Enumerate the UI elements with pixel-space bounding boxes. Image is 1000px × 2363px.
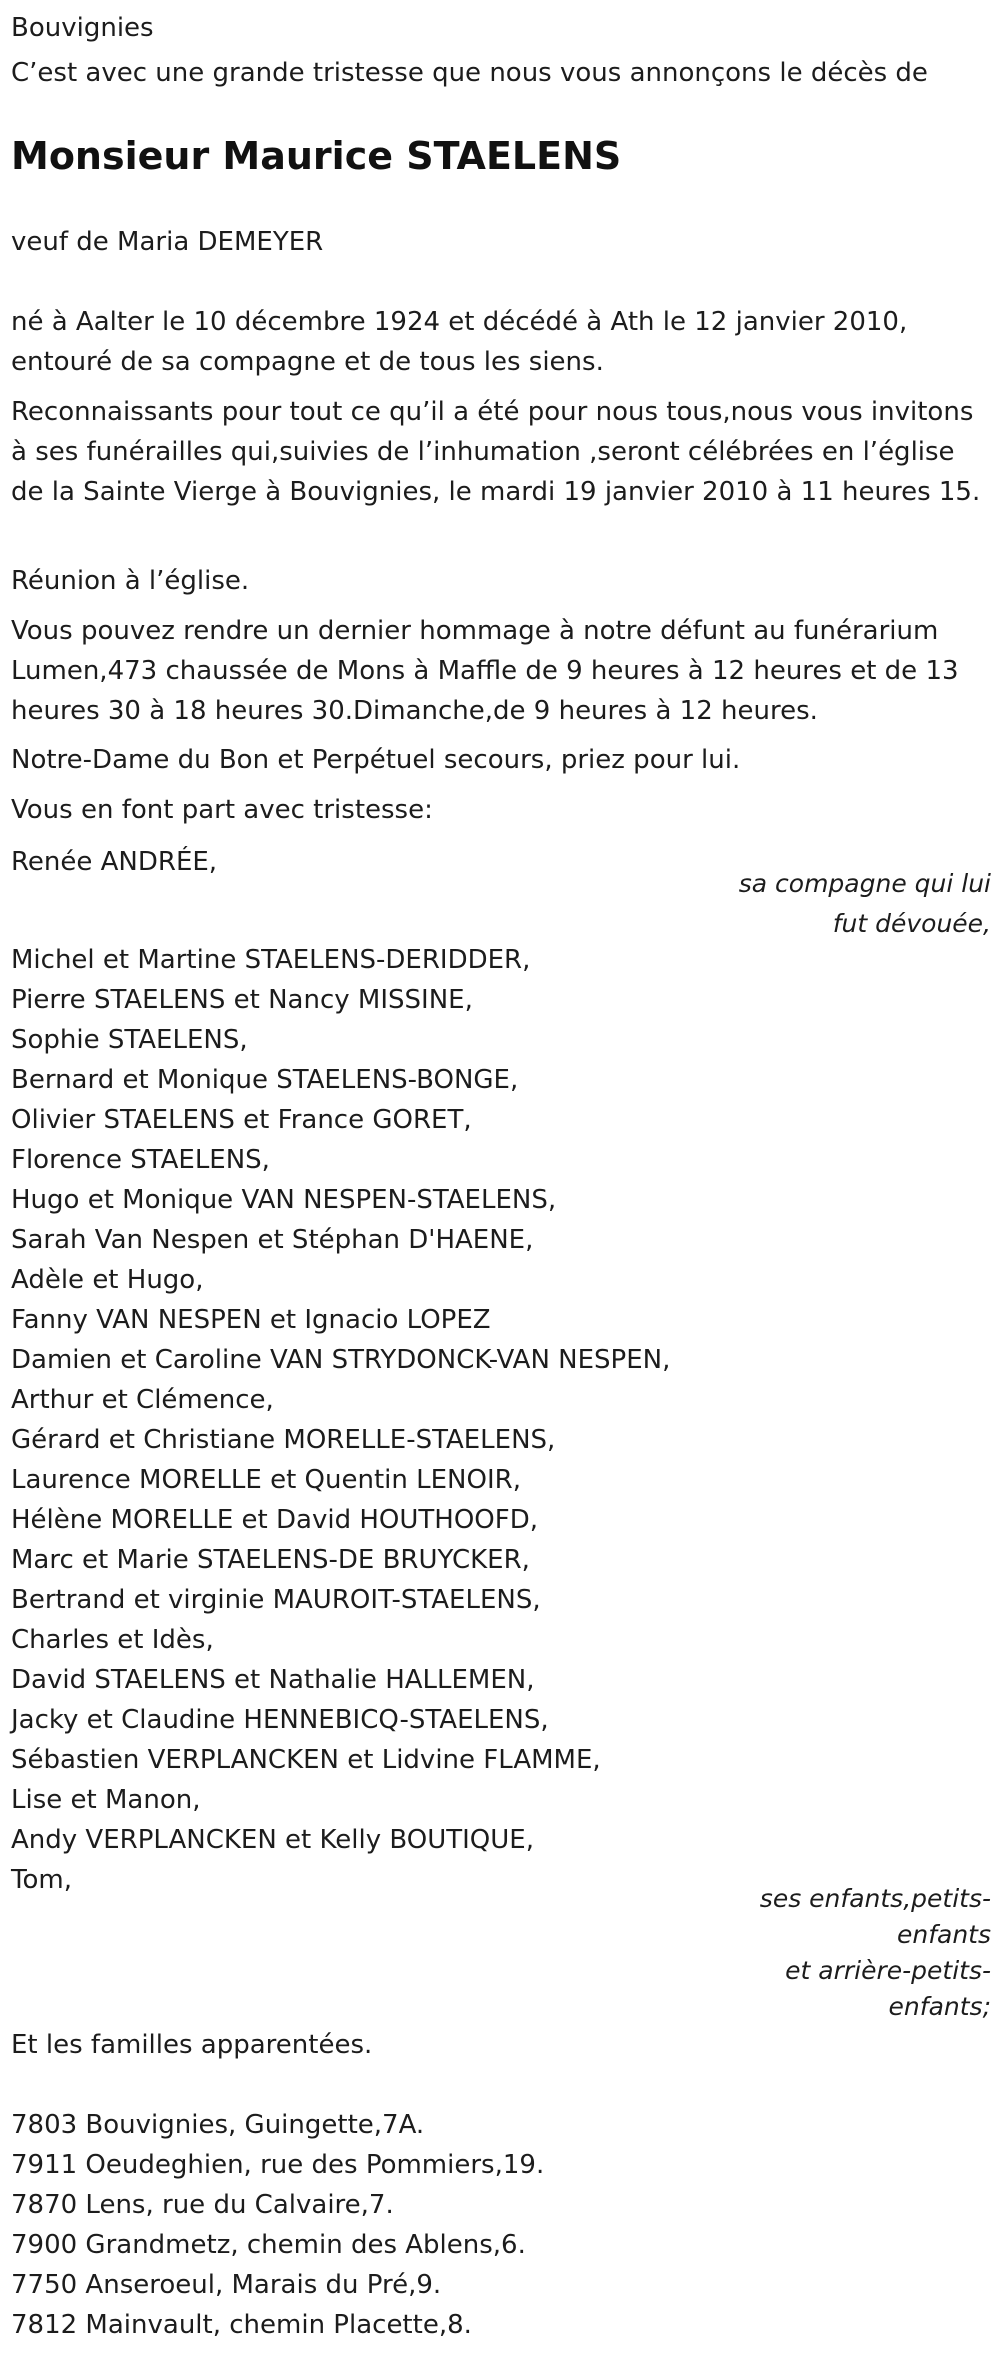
- announcement-intro: C’est avec une grande tristesse que nous vous annonçons le décès de: [11, 58, 928, 88]
- birth-death-paragraph: né à Aalter le 10 décembre 1924 et décédé à Ath le 12 janvier 2010, entouré de sa compagne et de tous les siens.: [11, 307, 908, 377]
- family-member: Gérard et Christiane MORELLE-STAELENS,: [11, 1425, 556, 1455]
- partner-name: Renée ANDRÉE,: [11, 847, 218, 877]
- family-member: Sébastien VERPLANCKEN et Lidvine FLAMME,: [11, 1745, 601, 1775]
- prayer-paragraph: Notre-Dame du Bon et Perpétuel secours, priez pour lui.: [11, 745, 741, 775]
- partner-role: [671, 864, 991, 944]
- family-member: Fanny VAN NESPEN et Ignacio LOPEZ: [11, 1305, 491, 1335]
- family-member: Sophie STAELENS,: [11, 1025, 248, 1055]
- address-line: 7750 Anseroeul, Marais du Pré,9.: [11, 2270, 442, 2300]
- family-member: Marc et Marie STAELENS-DE BRUYCKER,: [11, 1545, 530, 1575]
- address-line: 7870 Lens, rue du Calvaire,7.: [11, 2190, 394, 2220]
- family-member: Laurence MORELLE et Quentin LENOIR,: [11, 1465, 521, 1495]
- children-role: [731, 1881, 991, 2025]
- location-header: Bouvignies: [11, 13, 154, 43]
- widower-of: veuf de Maria DEMEYER: [11, 227, 324, 257]
- family-member: Lise et Manon,: [11, 1785, 201, 1815]
- family-member: Adèle et Hugo,: [11, 1265, 204, 1295]
- children-role-line: enfants: [896, 1920, 991, 1949]
- family-member: Sarah Van Nespen et Stéphan D'HAENE,: [11, 1225, 534, 1255]
- family-member: Andy VERPLANCKEN et Kelly BOUTIQUE,: [11, 1825, 534, 1855]
- family-member: Damien et Caroline VAN STRYDONCK-VAN NESPEN,: [11, 1345, 671, 1375]
- family-list: [11, 940, 670, 1900]
- family-member: Olivier STAELENS et France GORET,: [11, 1105, 472, 1135]
- family-member: Arthur et Clémence,: [11, 1385, 274, 1415]
- partner-role-line: sa compagne qui lui: [738, 869, 991, 898]
- family-member: Florence STAELENS,: [11, 1145, 270, 1175]
- deceased-name: Monsieur Maurice STAELENS: [11, 134, 622, 178]
- meeting-paragraph: Réunion à l’église.: [11, 566, 250, 596]
- funeral-paragraph: Reconnaissants pour tout ce qu’il a été pour nous tous,nous vous invitons à ses funérailles qui,suivies de l’inhumation ,seront célébrées en l’église de la Sainte Vierge à Bouvignies, le mardi 19 janvier 2010 à 11 heures 15.: [11, 397, 981, 507]
- family-member: Michel et Martine STAELENS-DERIDDER,: [11, 945, 531, 975]
- family-member: Tom,: [11, 1865, 72, 1895]
- address-list: [11, 2105, 544, 2345]
- related-families: Et les familles apparentées.: [11, 2030, 373, 2060]
- tribute-paragraph: Vous pouvez rendre un dernier hommage à notre défunt au funérarium Lumen,473 chaussée de Mons à Maffle de 9 heures à 12 heures et de 13 heures 30 à 18 heures 30.Dimanche,de 9 heures à 12 heures.: [11, 616, 959, 726]
- announcers-intro: Vous en font part avec tristesse:: [11, 795, 433, 825]
- family-member: Bernard et Monique STAELENS-BONGE,: [11, 1065, 519, 1095]
- children-role-line: ses enfants,petits-: [759, 1884, 991, 1913]
- children-role-line: et arrière-petits-: [785, 1956, 991, 1985]
- family-member: David STAELENS et Nathalie HALLEMEN,: [11, 1665, 535, 1695]
- children-role-line: enfants;: [888, 1992, 991, 2021]
- partner-role-line: fut dévouée,: [832, 909, 991, 938]
- address-line: 7900 Grandmetz, chemin des Ablens,6.: [11, 2230, 526, 2260]
- family-member: Pierre STAELENS et Nancy MISSINE,: [11, 985, 473, 1015]
- address-line: 7911 Oeudeghien, rue des Pommiers,19.: [11, 2150, 545, 2180]
- family-member: Hélène MORELLE et David HOUTHOOFD,: [11, 1505, 538, 1535]
- family-member: Hugo et Monique VAN NESPEN-STAELENS,: [11, 1185, 557, 1215]
- family-member: Bertrand et virginie MAUROIT-STAELENS,: [11, 1585, 541, 1615]
- address-line: 7803 Bouvignies, Guingette,7A.: [11, 2110, 425, 2140]
- family-member: Charles et Idès,: [11, 1625, 214, 1655]
- family-member: Jacky et Claudine HENNEBICQ-STAELENS,: [11, 1705, 549, 1735]
- address-line: 7812 Mainvault, chemin Placette,8.: [11, 2310, 472, 2340]
